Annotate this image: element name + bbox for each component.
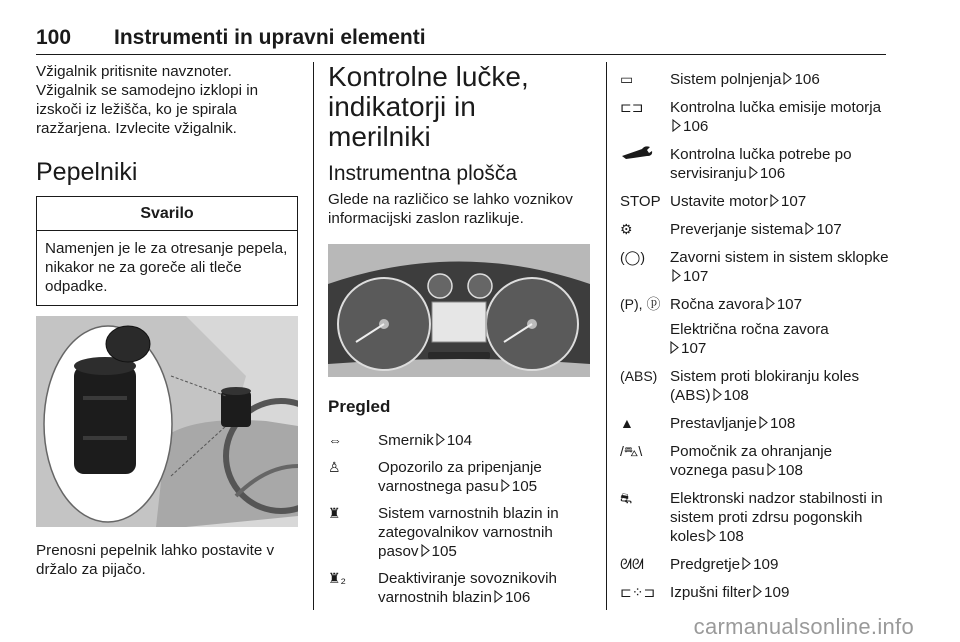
item-label: Elektronski nadzor stabilnosti in sistem proti zdrsu pogonskih koles	[670, 490, 883, 545]
item-label: Sistem polnjenja	[670, 71, 782, 88]
overview-heading: Pregled	[328, 397, 391, 416]
battery-icon: ▭	[620, 71, 634, 87]
item-page[interactable]: 104	[446, 432, 473, 449]
lighter-instructions: Vžigalnik pritisnite navznoter. Vžigalnik se samodejno izklopi in izskoči iz ležišča, ko je spirala razžarjena. Izvlecite vžigalnik.	[36, 63, 259, 137]
wrench-shape	[620, 145, 654, 159]
exhaust-filter-icon: ⊏⁘⊐	[620, 584, 656, 600]
watermark: carmanualsonline.info	[693, 614, 914, 639]
section-title-indicators: Kontrolne lučke, indikatorji in merilniki	[328, 61, 529, 152]
list-item	[620, 489, 890, 546]
ashtray-caption: Prenosni pepelnik lahko postavite v držalo za pijačo.	[36, 542, 275, 578]
list-item	[620, 145, 890, 183]
item-page[interactable]: 108	[769, 415, 796, 432]
item-label: Kontrolna lučka emisije motorja	[670, 99, 882, 116]
page-ref-icon	[501, 479, 510, 492]
ashtray-illustration	[36, 316, 298, 527]
item-page[interactable]: 107	[780, 193, 807, 210]
list-item	[620, 583, 890, 602]
column-divider-left	[313, 62, 314, 610]
seat-belt-icon: ♙	[328, 459, 341, 475]
list-item	[620, 70, 890, 89]
instrument-panel-intro: Glede na različico se lahko voznikov informacijski zaslon razlikuje.	[328, 191, 573, 227]
list-item	[620, 367, 890, 405]
stop-text: STOP	[620, 193, 661, 210]
warning-box	[36, 196, 298, 306]
item-page[interactable]: 108	[723, 387, 749, 404]
page-ref-icon	[672, 119, 681, 132]
page-number: 100	[36, 26, 72, 49]
cluster-drawing	[328, 244, 590, 377]
abs-icon: (ABS)	[620, 368, 658, 384]
page-ref-icon	[436, 433, 445, 446]
column-3	[620, 70, 890, 602]
instrument-cluster-illustration	[328, 244, 590, 377]
page-ref-icon	[770, 194, 779, 207]
item-label: Zavorni sistem in sistem sklopke	[670, 249, 889, 266]
page-ref-icon	[742, 557, 751, 570]
item-page[interactable]: 107	[776, 296, 803, 313]
brake-icon: (◯)	[620, 249, 645, 265]
item-page[interactable]: 106	[504, 589, 531, 606]
list-item	[328, 431, 590, 450]
airbag-icon: ♜	[328, 505, 341, 521]
list-item	[620, 295, 890, 358]
shift-up-icon: ▲	[620, 415, 634, 431]
page-ref-icon	[494, 590, 503, 603]
page-ref-icon	[749, 166, 758, 179]
turn-signal-icon: ⇔	[328, 432, 342, 448]
page-ref-icon	[805, 222, 814, 235]
airbag-off-icon: ♜₂	[328, 570, 346, 586]
item-label: Sistem proti blokiranju koles (ABS)	[670, 368, 860, 404]
item-label: Opozorilo za pripenjanje varnostnega pasu	[378, 459, 542, 495]
item-label: Sistem varnostnih blazin in zategovalnikov varnostnih pasov	[378, 505, 559, 560]
warning-title: Svarilo	[37, 197, 297, 231]
item-label: Pomočnik za ohranjanje voznega pasu	[670, 443, 833, 479]
page-ref-icon	[713, 388, 722, 401]
item-page[interactable]: 107	[683, 268, 709, 285]
item-label: Deaktiviranje sovoznikovih varnostnih blazin	[378, 570, 557, 606]
page-ref-icon	[707, 529, 716, 542]
item-label: Predgretje	[670, 556, 741, 573]
page-ref-icon	[759, 416, 768, 429]
page-ref-icon	[766, 297, 775, 310]
item-page[interactable]: 106	[794, 71, 820, 88]
page-ref-icon	[672, 269, 681, 282]
list-item	[620, 98, 890, 136]
item-page[interactable]: 106	[683, 118, 709, 135]
system-check-icon: ⚙	[620, 221, 633, 237]
esc-icon: ⛐	[620, 490, 633, 506]
list-item	[328, 569, 590, 607]
item-page[interactable]: 107	[816, 221, 842, 238]
subsection-title-instrument-panel: Instrumentna plošča	[328, 162, 518, 185]
item-label: Kontrolna lučka potrebe po servisiranju	[670, 146, 852, 182]
item-extra-page[interactable]: 107	[681, 340, 707, 357]
parking-brake-icon: (P), ⓟ	[620, 296, 661, 312]
page-header	[36, 26, 886, 55]
item-page[interactable]: 105	[511, 478, 538, 495]
page-ref-icon	[753, 585, 762, 598]
list-item	[328, 458, 590, 496]
list-item	[328, 504, 590, 561]
indicator-list-a	[328, 431, 590, 607]
engine-icon: ⊏⊐	[620, 99, 644, 115]
page-ref-icon	[783, 72, 792, 85]
lane-assist-icon: /⛍\	[620, 443, 643, 459]
warning-text: Namenjen je le za otresanje pepela, nikakor ne za goreče ali tleče odpadke.	[45, 240, 288, 295]
wrench-icon	[620, 145, 670, 183]
item-label: Prestavljanje	[670, 415, 757, 432]
list-item	[620, 442, 890, 480]
column-2	[328, 62, 590, 607]
list-item	[620, 220, 890, 239]
item-page[interactable]: 109	[753, 556, 779, 573]
section-title-ashtrays: Pepelniki	[36, 158, 138, 186]
item-page[interactable]: 109	[764, 584, 790, 601]
column-divider-right	[606, 62, 607, 610]
item-extra-label: Električna ročna zavora	[670, 321, 829, 338]
page-ref-icon	[670, 341, 679, 354]
list-item	[620, 555, 890, 574]
list-item	[620, 414, 890, 433]
header-title: Instrumenti in upravni elementi	[114, 26, 426, 49]
item-page[interactable]: 108	[718, 528, 744, 545]
item-label: Preverjanje sistema	[670, 221, 804, 238]
column-1	[36, 62, 298, 579]
list-item	[620, 248, 890, 286]
item-label: Ročna zavora	[670, 296, 764, 313]
item-page[interactable]: 106	[759, 165, 786, 182]
ashtray-drawing	[36, 316, 298, 527]
list-item	[620, 192, 890, 211]
item-label: Smernik	[378, 432, 434, 449]
preheat-icon: ᘛᘛ	[620, 556, 644, 572]
item-label: Izpušni filter	[670, 584, 752, 601]
item-page[interactable]: 105	[431, 543, 457, 560]
item-page[interactable]: 108	[777, 462, 803, 479]
page-ref-icon	[421, 544, 430, 557]
item-label: Ustavite motor	[670, 193, 768, 210]
page-ref-icon	[767, 463, 776, 476]
